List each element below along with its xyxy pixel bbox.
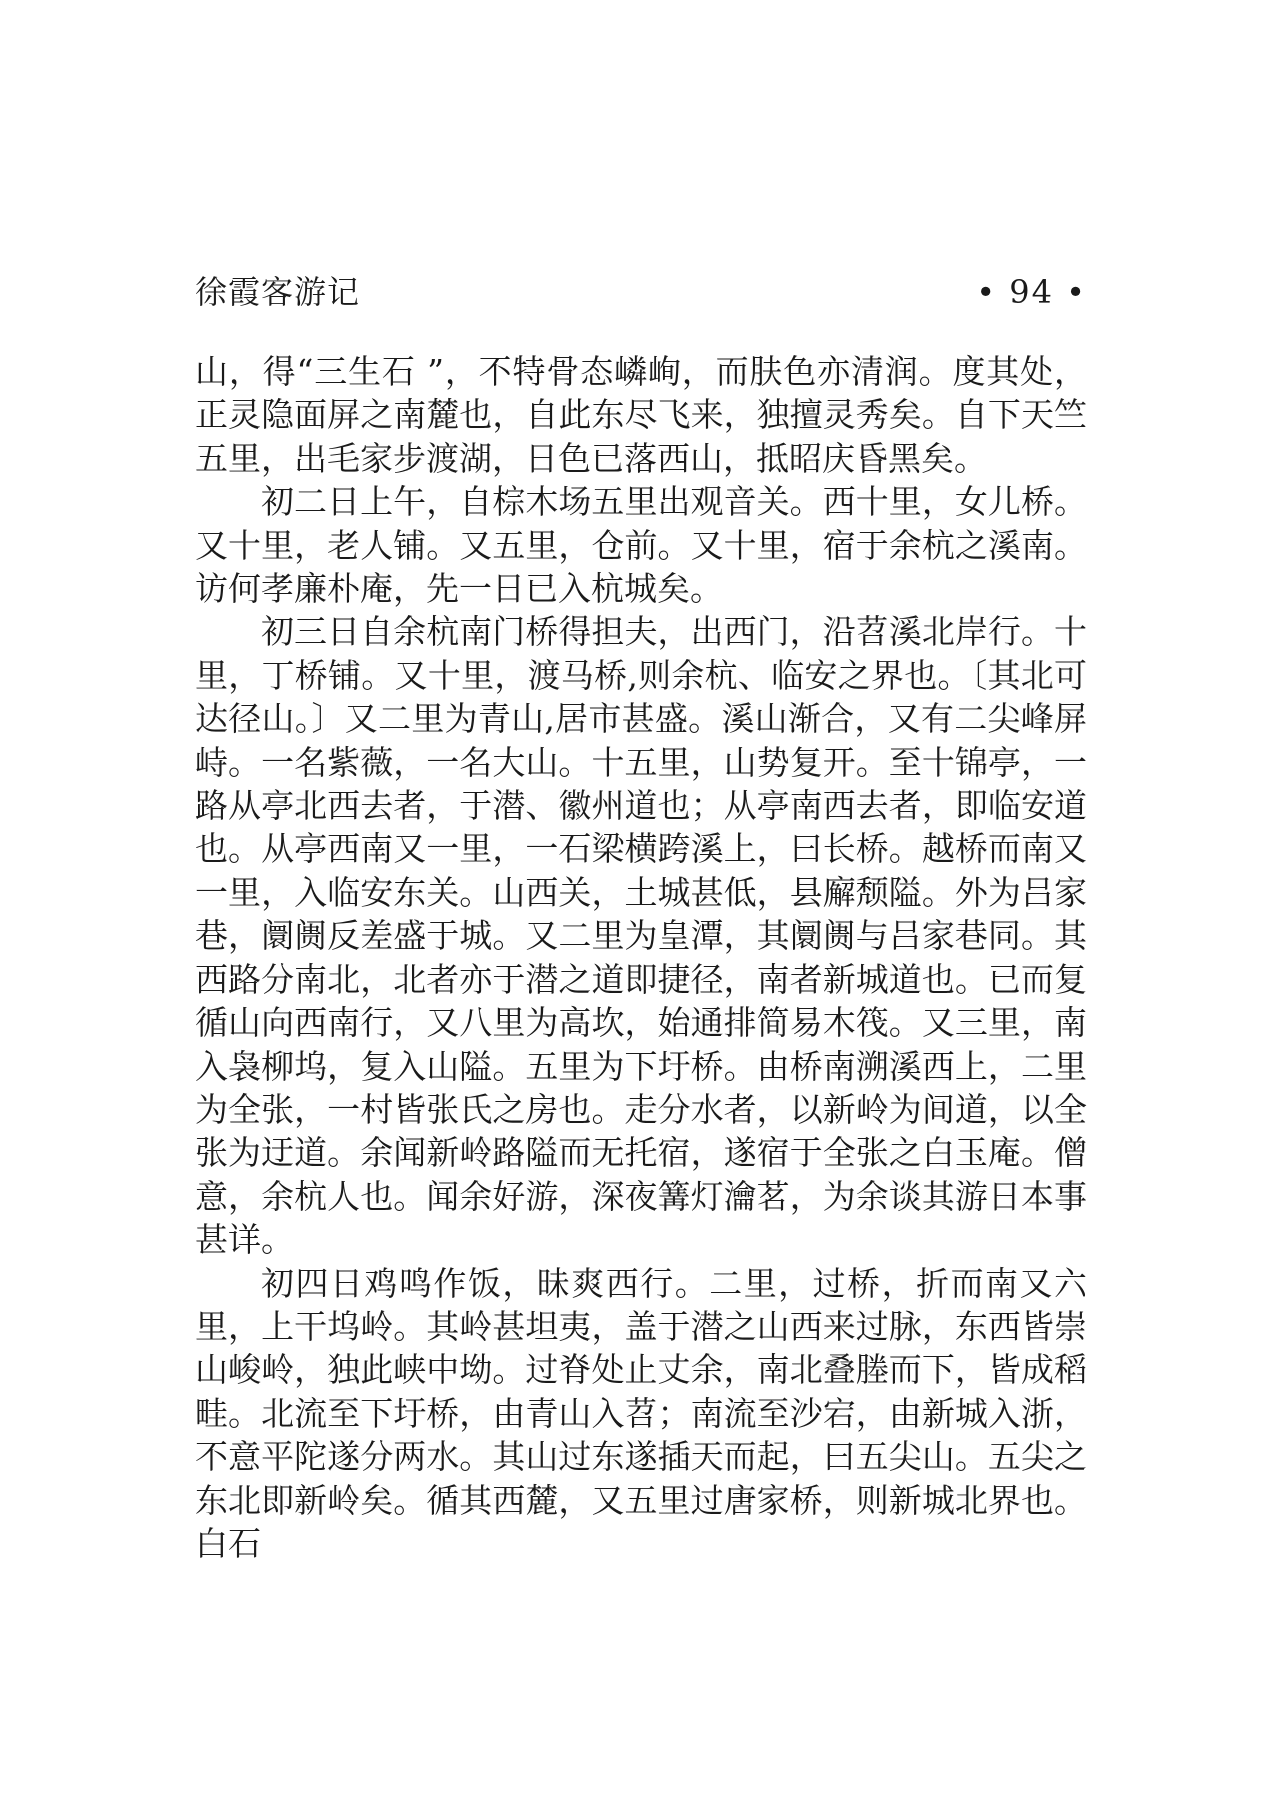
paragraph-continuation: 山，得“三生石 ”，不特骨态嶙峋，而肤色亦清润。度其处，正灵隐面屏之南麓也，自此东尽飞来，独擅灵秀矣。自下天竺五里，出毛家步渡湖，日色已落西山，抵昭庆昏黑矣。 bbox=[195, 352, 1087, 478]
paragraph-day-2: 初二日上午，自棕木场五里出观音关。西十里，女儿桥。又十里，老人铺。又五里，仓前。又十里，宿于余杭之溪南。访何孝廉朴庵，先一日已入杭城矣。 bbox=[195, 482, 1087, 609]
paragraph-day-4: 初四日鸡鸣作饭，昧爽西行。二里，过桥，折而南又六里，上干坞岭。其岭甚坦夷，盖于潜之山西来过脉，东西皆崇山峻岭，独此峡中坳。过脊处止丈余，南北叠塍而下，皆成稻畦。北流至下圩桥，由青山入苕；南流至沙宕，由新城入浙，不意平陀遂分两水。其山过东遂插天而起，曰五尖山。五尖之东北即新岭矣。循其西麓，又五里过唐家桥，则新城北界也。白石 bbox=[195, 1263, 1087, 1563]
paragraph-day-3: 初三日自余杭南门桥得担夫，出西门，沿苕溪北岸行。十里，丁桥铺。又十里，渡马桥,则余杭、临安之界也。〔其北可达径山。〕又二里为青山,居市甚盛。溪山渐合，又有二尖峰屏峙。一名紫薇，一名大山。十五里，山势复开。至十锦亭，一路从亭北西去者，于潜、徽州道也；从亭南西去者，即临安道也。从亭西南又一里，一石梁横跨溪上，曰长桥。越桥而南又一里，入临安东关。山西关，土城甚低，县廨颓隘。外为吕家巷，阛阓反差盛于城。又二里为皇潭，其阛阓与吕家巷同。其西路分南北，北者亦于潜之道即捷径，南者新城道也。已而复循山向西南行，又八里为高坎，始通排简易木筏。又三里，南入袅柳坞，复入山隘。五里为下圩桥。由桥南溯溪西上，二里为全张，一村皆张氏之房也。走分水者，以新岭为间道，以全张为迂道。余闻新岭路隘而无托宿，遂宿于全张之白玉庵。僧意，余杭人也。闻余好游，深夜篝灯瀹茗，为余谈其游日本事甚详。 bbox=[195, 612, 1087, 1260]
page-number: • 94 • bbox=[976, 273, 1087, 311]
book-title: 徐霞客游记 bbox=[195, 273, 361, 311]
body-text bbox=[195, 350, 1087, 1565]
running-header bbox=[195, 268, 1087, 316]
